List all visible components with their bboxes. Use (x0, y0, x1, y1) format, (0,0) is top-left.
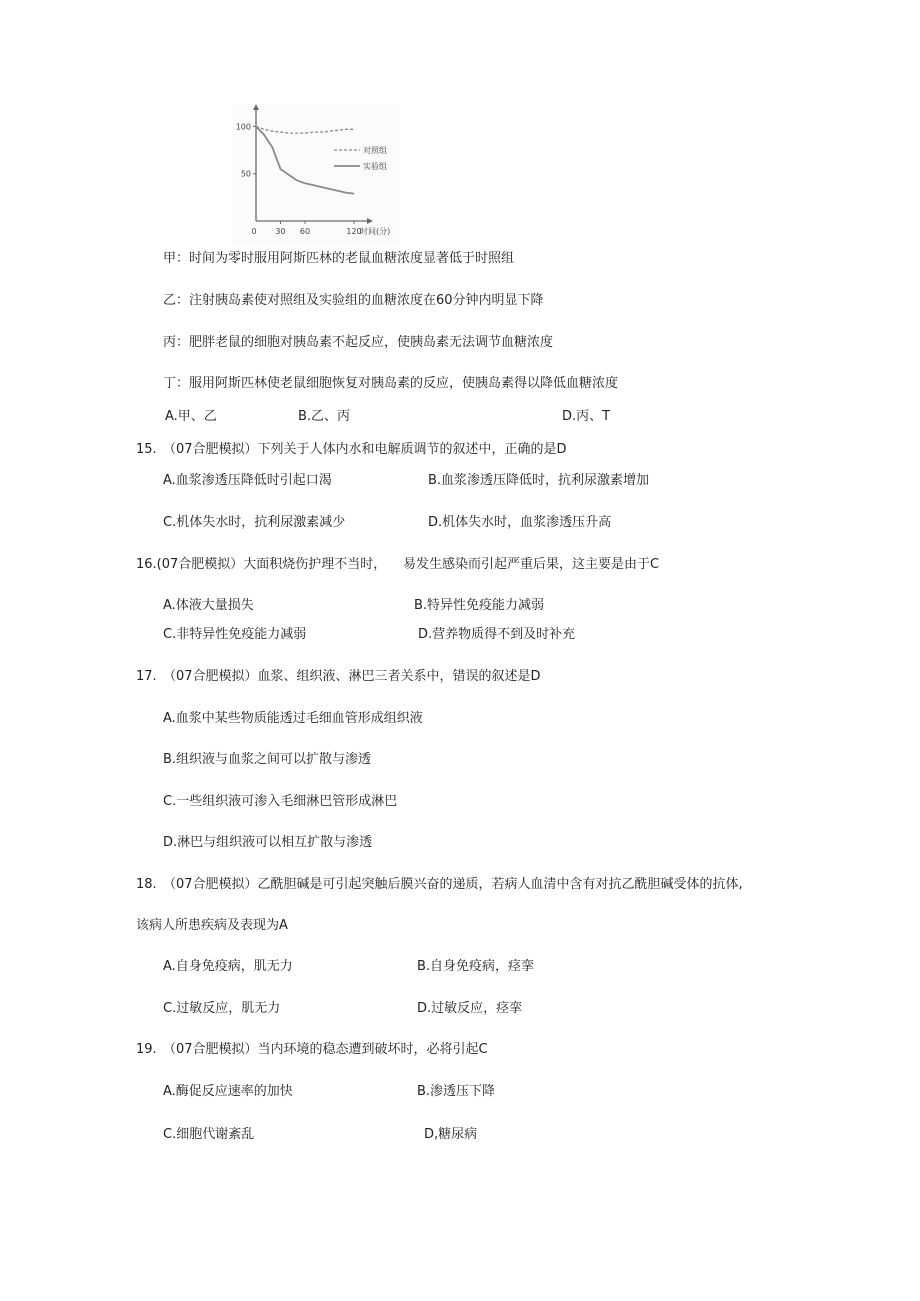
q15-option-c: C.机体失水时，抗利尿激素减少 (163, 515, 346, 530)
q18-option-a: A.自身免疫病，肌无力 (163, 959, 293, 974)
q14-option-d: D.丙、T (562, 409, 611, 424)
statement-jia: 甲：时间为零时服用阿斯匹林的老鼠血糖浓度显著低于时照组 (163, 251, 515, 266)
statement-yi: 乙：注射胰岛素使对照组及实验组的血糖浓度在60分钟内明显下降 (163, 293, 544, 308)
x-axis-label: 时间(分) (360, 227, 391, 236)
x-tick-label: 120 (346, 227, 362, 236)
legend-label: 实验组 (363, 162, 387, 171)
y-tick-label: 50 (240, 169, 251, 179)
q16-stem-part1: 16.(07合肥模拟）大面积烧伤护理不当时， (136, 557, 387, 572)
q19-number: 19. (136, 1042, 157, 1057)
q18-stem: （07合肥模拟）乙酰胆碱是可引起突触后膜兴奋的递质，若病人血清中含有对抗乙酰胆碱受体的抗体, (163, 877, 743, 892)
q16-option-c: C.非特异性免疫能力减弱 (163, 627, 307, 642)
q16-option-b: B.特异性免疫能力减弱 (414, 598, 545, 613)
q17-option-c: C.一些组织液可渗入毛细淋巴管形成淋巴 (163, 794, 398, 809)
q19-option-d: D,糖尿病 (424, 1127, 478, 1142)
q14-option-b: B.乙、丙 (298, 409, 351, 424)
x-tick-label: 0 (251, 227, 257, 236)
blood-glucose-chart (232, 104, 400, 246)
q17-number: 17. (136, 669, 157, 684)
q16-option-a: A.体液大量损失 (163, 598, 254, 613)
q15-number: 15. (136, 442, 157, 457)
q18-stem-continued: 该病人所患疾病及表现为A (136, 918, 288, 933)
statement-ding: 丁：服用阿斯匹林使老鼠细胞恢复对胰岛素的反应，使胰岛素得以降低血糖浓度 (163, 376, 619, 391)
x-tick-label: 30 (275, 227, 286, 236)
q14-option-a: A.甲、乙 (165, 409, 217, 424)
y-tick-label: 100 (235, 122, 251, 132)
chart-svg (232, 104, 400, 246)
q16-option-d: D.营养物质得不到及时补充 (418, 627, 576, 642)
q15-option-b: B.血浆渗透压降低时，抗利尿激素增加 (428, 473, 650, 488)
q15-option-a: A.血浆渗透压降低时引起口渴 (163, 473, 332, 488)
q16-stem-part2: 易发生感染而引起严重后果，这主要是由于C (403, 557, 660, 572)
q19-option-a: A.酶促反应速率的加快 (163, 1084, 293, 1099)
q18-number: 18. (136, 877, 157, 892)
chart-background (232, 104, 400, 246)
x-tick-label: 60 (299, 227, 311, 236)
legend-label: 对照组 (363, 146, 387, 155)
q18-option-b: B.自身免疫病，痉挛 (417, 959, 535, 974)
q17-option-b: B.组织液与血浆之间可以扩散与渗透 (163, 752, 372, 767)
q18-option-c: C.过敏反应，肌无力 (163, 1001, 281, 1016)
q17-stem: （07合肥模拟）血浆、组织液、淋巴三者关系中，错误的叙述是D (163, 669, 541, 684)
q19-option-c: C.细胞代谢紊乱 (163, 1127, 255, 1142)
q19-option-b: B.渗透压下降 (417, 1084, 496, 1099)
q15-option-d: D.机体失水时，血浆渗透压升高 (428, 515, 612, 530)
q17-option-a: A.血浆中某些物质能透过毛细血管形成组织液 (163, 711, 423, 726)
q18-option-d: D.过敏反应，痉挛 (417, 1001, 523, 1016)
statement-bing: 丙：肥胖老鼠的细胞对胰岛素不起反应，使胰岛素无法调节血糖浓度 (163, 335, 554, 350)
q15-stem: （07合肥模拟）下列关于人体内水和电解质调节的叙述中，正确的是D (163, 442, 567, 457)
q17-option-d: D.淋巴与组织液可以相互扩散与渗透 (163, 835, 373, 850)
q19-stem: （07合肥模拟）当内环境的稳态遭到破坏时，必将引起C (163, 1042, 488, 1057)
